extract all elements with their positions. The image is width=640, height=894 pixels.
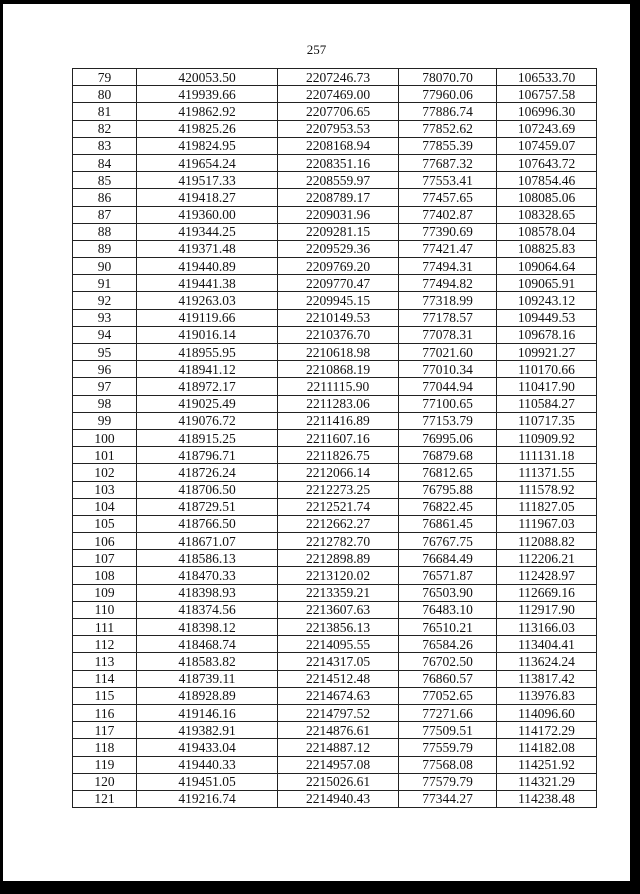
x2-cell: 76584.26 xyxy=(399,636,497,653)
point-number-cell: 95 xyxy=(73,344,137,361)
x1-cell: 419433.04 xyxy=(137,739,278,756)
point-number-cell: 108 xyxy=(73,567,137,584)
table-row xyxy=(73,739,597,756)
y2-cell: 108328.65 xyxy=(497,206,597,223)
x2-cell: 77052.65 xyxy=(399,687,497,704)
point-number-cell: 89 xyxy=(73,240,137,257)
page-number: 257 xyxy=(306,42,327,57)
x2-cell: 77494.82 xyxy=(399,275,497,292)
y1-cell: 2211826.75 xyxy=(278,447,399,464)
y1-cell: 2214887.12 xyxy=(278,739,399,756)
point-number-cell: 112 xyxy=(73,636,137,653)
y2-cell: 109064.64 xyxy=(497,258,597,275)
x2-cell: 77960.06 xyxy=(399,86,497,103)
y1-cell: 2210149.53 xyxy=(278,309,399,326)
y1-cell: 2212662.27 xyxy=(278,515,399,532)
point-number-cell: 85 xyxy=(73,172,137,189)
y2-cell: 106757.58 xyxy=(497,86,597,103)
point-number-cell: 119 xyxy=(73,756,137,773)
point-number-cell: 103 xyxy=(73,481,137,498)
y1-cell: 2214940.43 xyxy=(278,790,399,807)
table-row xyxy=(73,120,597,137)
y1-cell: 2209031.96 xyxy=(278,206,399,223)
y1-cell: 2210618.98 xyxy=(278,344,399,361)
y1-cell: 2207469.00 xyxy=(278,86,399,103)
y2-cell: 109678.16 xyxy=(497,326,597,343)
x2-cell: 76503.90 xyxy=(399,584,497,601)
x2-cell: 77078.31 xyxy=(399,326,497,343)
y1-cell: 2209529.36 xyxy=(278,240,399,257)
x1-cell: 419371.48 xyxy=(137,240,278,257)
y2-cell: 110417.90 xyxy=(497,378,597,395)
x2-cell: 77010.34 xyxy=(399,361,497,378)
x1-cell: 419939.66 xyxy=(137,86,278,103)
x1-cell: 419382.91 xyxy=(137,722,278,739)
x2-cell: 76483.10 xyxy=(399,601,497,618)
y2-cell: 107854.46 xyxy=(497,172,597,189)
point-number-cell: 87 xyxy=(73,206,137,223)
point-number-cell: 91 xyxy=(73,275,137,292)
x2-cell: 77044.94 xyxy=(399,378,497,395)
x2-cell: 76684.49 xyxy=(399,550,497,567)
point-number-cell: 117 xyxy=(73,722,137,739)
y1-cell: 2214512.48 xyxy=(278,670,399,687)
x1-cell: 418671.07 xyxy=(137,533,278,550)
y2-cell: 112088.82 xyxy=(497,533,597,550)
table-row xyxy=(73,584,597,601)
x1-cell: 418739.11 xyxy=(137,670,278,687)
table-row xyxy=(73,704,597,721)
y1-cell: 2214674.63 xyxy=(278,687,399,704)
table-row xyxy=(73,515,597,532)
point-number-cell: 115 xyxy=(73,687,137,704)
table-row xyxy=(73,790,597,807)
x2-cell: 76510.21 xyxy=(399,619,497,636)
x1-cell: 418915.25 xyxy=(137,429,278,446)
table-row xyxy=(73,670,597,687)
table-row xyxy=(73,412,597,429)
point-number-cell: 106 xyxy=(73,533,137,550)
table-row xyxy=(73,309,597,326)
y2-cell: 112428.97 xyxy=(497,567,597,584)
point-number-cell: 84 xyxy=(73,154,137,171)
x1-cell: 419654.24 xyxy=(137,154,278,171)
x2-cell: 77855.39 xyxy=(399,137,497,154)
y2-cell: 108825.83 xyxy=(497,240,597,257)
x1-cell: 419418.27 xyxy=(137,189,278,206)
point-number-cell: 100 xyxy=(73,429,137,446)
y2-cell: 110717.35 xyxy=(497,412,597,429)
y1-cell: 2213856.13 xyxy=(278,619,399,636)
y1-cell: 2212273.25 xyxy=(278,481,399,498)
table-row xyxy=(73,567,597,584)
y2-cell: 114182.08 xyxy=(497,739,597,756)
x1-cell: 419451.05 xyxy=(137,773,278,790)
y1-cell: 2211283.06 xyxy=(278,395,399,412)
table-row xyxy=(73,687,597,704)
point-number-cell: 98 xyxy=(73,395,137,412)
table-row xyxy=(73,103,597,120)
x1-cell: 419216.74 xyxy=(137,790,278,807)
x1-cell: 418796.71 xyxy=(137,447,278,464)
table-row xyxy=(73,344,597,361)
y2-cell: 106996.30 xyxy=(497,103,597,120)
y2-cell: 111131.18 xyxy=(497,447,597,464)
y2-cell: 111967.03 xyxy=(497,515,597,532)
point-number-cell: 79 xyxy=(73,69,137,86)
y2-cell: 113166.03 xyxy=(497,619,597,636)
x1-cell: 418586.13 xyxy=(137,550,278,567)
point-number-cell: 93 xyxy=(73,309,137,326)
x2-cell: 77852.62 xyxy=(399,120,497,137)
table-row xyxy=(73,172,597,189)
x1-cell: 418928.89 xyxy=(137,687,278,704)
table-row xyxy=(73,601,597,618)
y1-cell: 2209770.47 xyxy=(278,275,399,292)
y2-cell: 113817.42 xyxy=(497,670,597,687)
point-number-cell: 104 xyxy=(73,498,137,515)
point-number-cell: 99 xyxy=(73,412,137,429)
y1-cell: 2210868.19 xyxy=(278,361,399,378)
y2-cell: 110909.92 xyxy=(497,429,597,446)
y2-cell: 109065.91 xyxy=(497,275,597,292)
table-row xyxy=(73,154,597,171)
y2-cell: 108578.04 xyxy=(497,223,597,240)
y1-cell: 2207246.73 xyxy=(278,69,399,86)
y1-cell: 2212782.70 xyxy=(278,533,399,550)
x1-cell: 419076.72 xyxy=(137,412,278,429)
y2-cell: 107643.72 xyxy=(497,154,597,171)
x1-cell: 419146.16 xyxy=(137,704,278,721)
y1-cell: 2207953.53 xyxy=(278,120,399,137)
y2-cell: 107243.69 xyxy=(497,120,597,137)
point-number-cell: 92 xyxy=(73,292,137,309)
x2-cell: 76795.88 xyxy=(399,481,497,498)
table-row xyxy=(73,86,597,103)
coordinate-table xyxy=(72,68,597,808)
table-row xyxy=(73,292,597,309)
y1-cell: 2211115.90 xyxy=(278,378,399,395)
point-number-cell: 80 xyxy=(73,86,137,103)
y1-cell: 2214957.08 xyxy=(278,756,399,773)
table-row xyxy=(73,653,597,670)
point-number-cell: 102 xyxy=(73,464,137,481)
point-number-cell: 121 xyxy=(73,790,137,807)
x2-cell: 77568.08 xyxy=(399,756,497,773)
x1-cell: 419119.66 xyxy=(137,309,278,326)
x2-cell: 77390.69 xyxy=(399,223,497,240)
table-row xyxy=(73,240,597,257)
table-row xyxy=(73,447,597,464)
y2-cell: 106533.70 xyxy=(497,69,597,86)
table-row xyxy=(73,206,597,223)
y2-cell: 114172.29 xyxy=(497,722,597,739)
y2-cell: 107459.07 xyxy=(497,137,597,154)
point-number-cell: 107 xyxy=(73,550,137,567)
x2-cell: 77153.79 xyxy=(399,412,497,429)
x2-cell: 77344.27 xyxy=(399,790,497,807)
x2-cell: 77021.60 xyxy=(399,344,497,361)
y1-cell: 2213607.63 xyxy=(278,601,399,618)
x1-cell: 419824.95 xyxy=(137,137,278,154)
y1-cell: 2210376.70 xyxy=(278,326,399,343)
x2-cell: 77178.57 xyxy=(399,309,497,326)
y2-cell: 109921.27 xyxy=(497,344,597,361)
x2-cell: 77886.74 xyxy=(399,103,497,120)
x1-cell: 418941.12 xyxy=(137,361,278,378)
x2-cell: 76702.50 xyxy=(399,653,497,670)
x2-cell: 77318.99 xyxy=(399,292,497,309)
x2-cell: 77509.51 xyxy=(399,722,497,739)
y2-cell: 113404.41 xyxy=(497,636,597,653)
x1-cell: 418955.95 xyxy=(137,344,278,361)
x2-cell: 76995.06 xyxy=(399,429,497,446)
x1-cell: 419016.14 xyxy=(137,326,278,343)
y2-cell: 114096.60 xyxy=(497,704,597,721)
x2-cell: 76861.45 xyxy=(399,515,497,532)
x1-cell: 418470.33 xyxy=(137,567,278,584)
y1-cell: 2213359.21 xyxy=(278,584,399,601)
x1-cell: 418972.17 xyxy=(137,378,278,395)
table-row xyxy=(73,326,597,343)
point-number-cell: 90 xyxy=(73,258,137,275)
table-row xyxy=(73,636,597,653)
x1-cell: 418398.12 xyxy=(137,619,278,636)
x1-cell: 419441.38 xyxy=(137,275,278,292)
y1-cell: 2214876.61 xyxy=(278,722,399,739)
y1-cell: 2209945.15 xyxy=(278,292,399,309)
table-row xyxy=(73,258,597,275)
x1-cell: 420053.50 xyxy=(137,69,278,86)
y1-cell: 2214095.55 xyxy=(278,636,399,653)
x1-cell: 419263.03 xyxy=(137,292,278,309)
y1-cell: 2214317.05 xyxy=(278,653,399,670)
x2-cell: 77421.47 xyxy=(399,240,497,257)
y2-cell: 111578.92 xyxy=(497,481,597,498)
x1-cell: 418726.24 xyxy=(137,464,278,481)
y2-cell: 110170.66 xyxy=(497,361,597,378)
point-number-cell: 105 xyxy=(73,515,137,532)
y1-cell: 2212521.74 xyxy=(278,498,399,515)
point-number-cell: 118 xyxy=(73,739,137,756)
point-number-cell: 97 xyxy=(73,378,137,395)
point-number-cell: 86 xyxy=(73,189,137,206)
y2-cell: 109243.12 xyxy=(497,292,597,309)
y2-cell: 110584.27 xyxy=(497,395,597,412)
table-row xyxy=(73,498,597,515)
x2-cell: 77457.65 xyxy=(399,189,497,206)
x2-cell: 77579.79 xyxy=(399,773,497,790)
y1-cell: 2213120.02 xyxy=(278,567,399,584)
table-row xyxy=(73,189,597,206)
x1-cell: 419517.33 xyxy=(137,172,278,189)
table-row xyxy=(73,395,597,412)
x2-cell: 77402.87 xyxy=(399,206,497,223)
document-page xyxy=(3,4,630,881)
x1-cell: 418766.50 xyxy=(137,515,278,532)
y1-cell: 2208789.17 xyxy=(278,189,399,206)
y2-cell: 109449.53 xyxy=(497,309,597,326)
x2-cell: 77494.31 xyxy=(399,258,497,275)
point-number-cell: 109 xyxy=(73,584,137,601)
table-row xyxy=(73,756,597,773)
point-number-cell: 81 xyxy=(73,103,137,120)
point-number-cell: 96 xyxy=(73,361,137,378)
x2-cell: 76812.65 xyxy=(399,464,497,481)
y1-cell: 2208559.97 xyxy=(278,172,399,189)
y1-cell: 2214797.52 xyxy=(278,704,399,721)
y2-cell: 111371.55 xyxy=(497,464,597,481)
y1-cell: 2207706.65 xyxy=(278,103,399,120)
x1-cell: 419825.26 xyxy=(137,120,278,137)
table-row xyxy=(73,619,597,636)
x1-cell: 418706.50 xyxy=(137,481,278,498)
table-row xyxy=(73,464,597,481)
y2-cell: 112669.16 xyxy=(497,584,597,601)
x2-cell: 76860.57 xyxy=(399,670,497,687)
table-row xyxy=(73,69,597,86)
x2-cell: 77100.65 xyxy=(399,395,497,412)
y2-cell: 113624.24 xyxy=(497,653,597,670)
x1-cell: 419025.49 xyxy=(137,395,278,412)
table-row xyxy=(73,361,597,378)
y1-cell: 2211607.16 xyxy=(278,429,399,446)
y2-cell: 111827.05 xyxy=(497,498,597,515)
y1-cell: 2209769.20 xyxy=(278,258,399,275)
x1-cell: 419440.89 xyxy=(137,258,278,275)
point-number-cell: 116 xyxy=(73,704,137,721)
point-number-cell: 120 xyxy=(73,773,137,790)
x1-cell: 418583.82 xyxy=(137,653,278,670)
y2-cell: 108085.06 xyxy=(497,189,597,206)
table-row xyxy=(73,429,597,446)
y2-cell: 113976.83 xyxy=(497,687,597,704)
x2-cell: 76879.68 xyxy=(399,447,497,464)
table-row xyxy=(73,550,597,567)
x1-cell: 419344.25 xyxy=(137,223,278,240)
y1-cell: 2209281.15 xyxy=(278,223,399,240)
point-number-cell: 88 xyxy=(73,223,137,240)
x1-cell: 418398.93 xyxy=(137,584,278,601)
x1-cell: 418729.51 xyxy=(137,498,278,515)
point-number-cell: 101 xyxy=(73,447,137,464)
y2-cell: 112917.90 xyxy=(497,601,597,618)
y1-cell: 2208168.94 xyxy=(278,137,399,154)
x2-cell: 77559.79 xyxy=(399,739,497,756)
x1-cell: 418468.74 xyxy=(137,636,278,653)
x2-cell: 76822.45 xyxy=(399,498,497,515)
point-number-cell: 110 xyxy=(73,601,137,618)
y1-cell: 2212898.89 xyxy=(278,550,399,567)
table-body xyxy=(73,69,597,808)
y1-cell: 2211416.89 xyxy=(278,412,399,429)
table-row xyxy=(73,137,597,154)
y2-cell: 114251.92 xyxy=(497,756,597,773)
y1-cell: 2215026.61 xyxy=(278,773,399,790)
point-number-cell: 82 xyxy=(73,120,137,137)
table-row xyxy=(73,275,597,292)
point-number-cell: 111 xyxy=(73,619,137,636)
x2-cell: 76571.87 xyxy=(399,567,497,584)
point-number-cell: 83 xyxy=(73,137,137,154)
table-row xyxy=(73,533,597,550)
y2-cell: 114321.29 xyxy=(497,773,597,790)
table-row xyxy=(73,481,597,498)
x2-cell: 78070.70 xyxy=(399,69,497,86)
table-row xyxy=(73,722,597,739)
x1-cell: 418374.56 xyxy=(137,601,278,618)
table-row xyxy=(73,773,597,790)
x2-cell: 77687.32 xyxy=(399,154,497,171)
point-number-cell: 114 xyxy=(73,670,137,687)
x2-cell: 77271.66 xyxy=(399,704,497,721)
x1-cell: 419360.00 xyxy=(137,206,278,223)
x2-cell: 76767.75 xyxy=(399,533,497,550)
x1-cell: 419862.92 xyxy=(137,103,278,120)
y1-cell: 2212066.14 xyxy=(278,464,399,481)
table-row xyxy=(73,378,597,395)
y2-cell: 112206.21 xyxy=(497,550,597,567)
table-row xyxy=(73,223,597,240)
y1-cell: 2208351.16 xyxy=(278,154,399,171)
x1-cell: 419440.33 xyxy=(137,756,278,773)
y2-cell: 114238.48 xyxy=(497,790,597,807)
point-number-cell: 113 xyxy=(73,653,137,670)
x2-cell: 77553.41 xyxy=(399,172,497,189)
point-number-cell: 94 xyxy=(73,326,137,343)
